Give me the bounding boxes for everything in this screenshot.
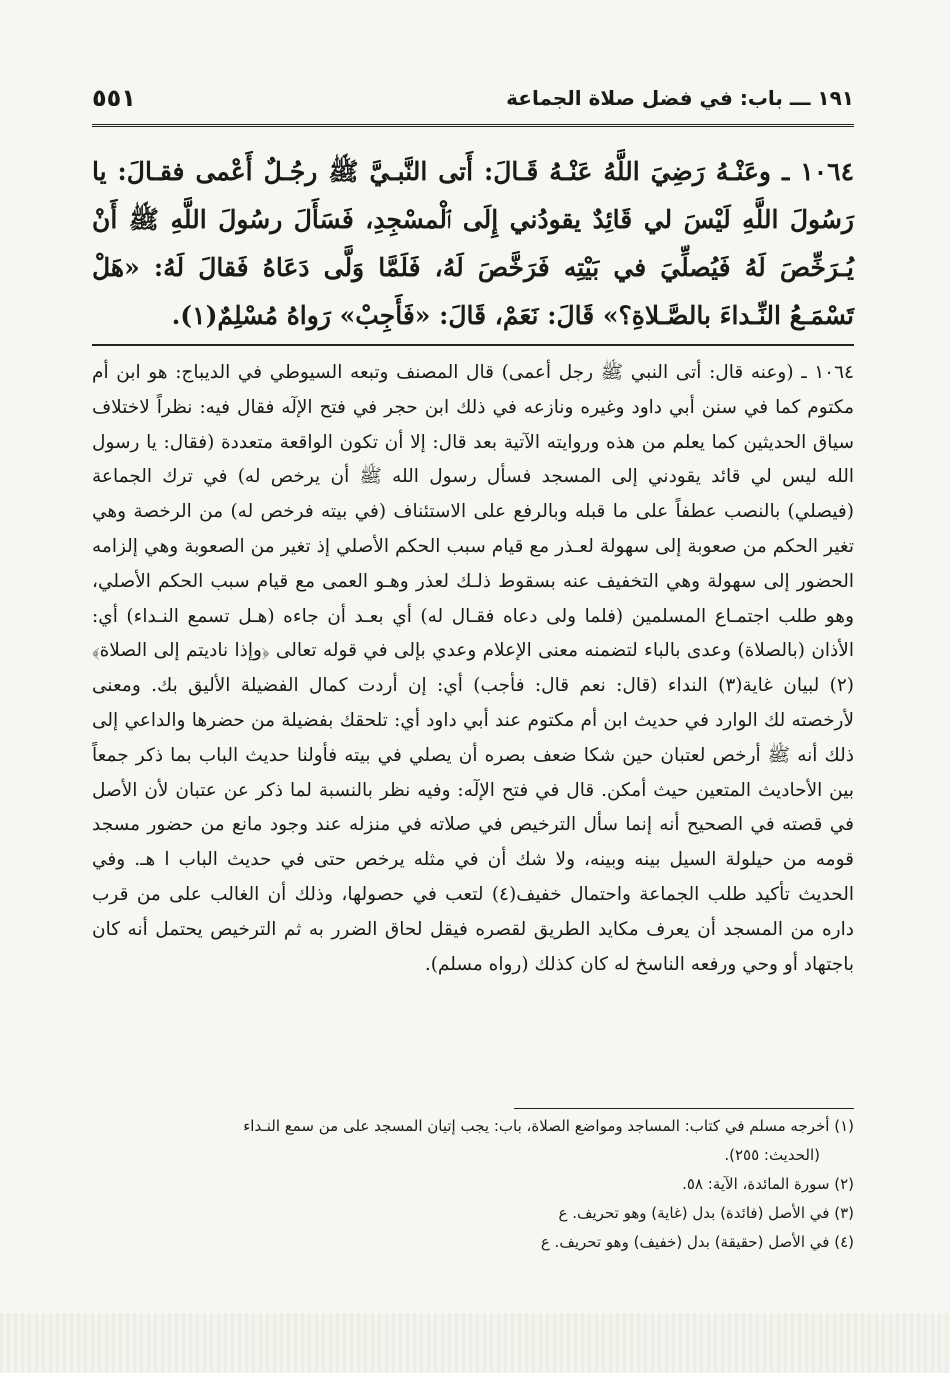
footnote-1-continued: (الحديث: ٢٥٥). [724, 1146, 820, 1164]
chapter-title: ١٩١ ـــ باب: في فضل صلاة الجماعة [506, 86, 854, 110]
footnote-1: (١) أخرجه مسلم في كتاب: المساجد ومواضع الصلاة، باب: يجب إتيان المسجد على من سمع النـداء [243, 1117, 854, 1135]
footnote-2: (٢) سورة المائدة، الآية: ٥٨. [682, 1175, 854, 1193]
page-number: ٥٥١ [92, 84, 136, 112]
footnote-3: (٣) في الأصل (فائدة) بدل (غاية) وهو تحريف. ع [558, 1204, 854, 1222]
page-edge-texture [0, 1313, 950, 1373]
footnote-4: (٤) في الأصل (حقيقة) بدل (خفيف) وهو تحريف. ع [540, 1233, 854, 1251]
page-header [92, 80, 854, 127]
hadith-text: ١٠٦٤ ـ وعَنْـهُ رَضِيَ اللَّهُ عَنْـهُ قَـالَ: أَتى النَّبـيَّ ﷺ رجُـلٌ أَعْمى فقـالَ: يا رَسُولَ اللَّهِ لَيْسَ لي قَائِدٌ يقودُني إِلَى ٱلْمسْجِدِ، فَسَأَلَ رسُولَ اللَّهِ ﷺ أَنْ يُـرَخِّصَ لَهُ فَيُصلِّيَ في بَيْتِه فَرَخَّصَ لَهُ، فَلَمَّا وَلَّى دَعَاهُ فَقالَ لَهُ: «هَلْ تَسْمَـعُ النِّـداءَ بالصَّـلاةِ؟» قَالَ: نَعَمْ، قَالَ: «فَأَجِبْ» رَواهُ مُسْلِمٌ(١). [92, 157, 854, 330]
hadith-divider [92, 344, 854, 346]
footnote-divider [514, 1108, 854, 1109]
footnotes [92, 1112, 854, 1257]
commentary-text: ١٠٦٤ ـ (وعنه قال: أتى النبي ﷺ رجل أعمى) قال المصنف وتبعه السيوطي في الديباج: هو ابن أم مكتوم كما في سنن أبي داود وغيره ونازعه في ذلك ابن حجر في فتح الإلٓه فقال فيه: نظراً لاختلاف سياق الحديثين كما يعلم من هذه وروايته الآتية بعد قال: إلا أن تكون الواقعة متعددة (فقال: يا رسول الله ليس لي قائد يقودني إلى المسجد فسأل رسول الله ﷺ أن يرخص له) في ترك الجماعة (فيصلي) بالنصب عطفاً على ما قبله وبالرفع على الاستئناف (في بيته فرخص له) من الرخصة وهي تغير الحكم من صعوبة إلى سهولة لعـذر مع قيام سبب الحكم الأصلي إذ تغير من الصعوبة وهي إلزامه الحضور إلى سهولة وهي التخفيف عنه بسقوط ذلـك لعذر وهـو العمى مع قيام سبب الحكم الأصلي، وهو طلب اجتمـاع المسلمين (فلما ولى دعاه فقـال له) أي بعـد أن جاءه (هـل تسمع النـداء) أي: الأذان (بالصلاة) وعدى بالباء لتضمنه معنى الإعلام وعدي بإلى في قوله تعالى ﴿وإذا ناديتم إلى الصلاة﴾(٢) لبيان غاية(٣) النداء (قال: نعم قال: فأجب) أي: إن أردت كمال الفضيلة الأليق بك. ومعنى لأرخصته لك الوارد في حديث ابن أم مكتوم عند أبي داود أي: تلحقك بفضيلة من حضرها والداعي إلى ذلك أنه ﷺ أرخص لعتبان حين شكا ضعف بصره أن يصلي في بيته فأولنا حديث الباب بما ذكر جمعاً بين الأحاديث المتعين حيث أمكن. قال في فتح الإلٓه: وفيه نظر بالنسبة لما ذكر عن عتبان لأن الأصل في قصته في الصحيح أنه إنما سأل الترخيص في صلاته في منزله عند وجود مانع من حضور مسجد قومه من حيلولة السيل بينه وبينه، ولا شك أن في مثله يرخص حتى في حديث الباب ا هـ. وفي الحديث تأكيد طلب الجماعة واحتمال خفيف(٤) لتعب في حصولها، وذلك أن الغالب على من قرب داره من المسجد أن يعرف مكايد الطريق لقصره فيقل لحاق الضرر به ثم الترخيص يحتمل أنه كان باجتهاد أو وحي ورفعه الناسخ له كان كذلك (رواه مسلم). [92, 362, 854, 975]
